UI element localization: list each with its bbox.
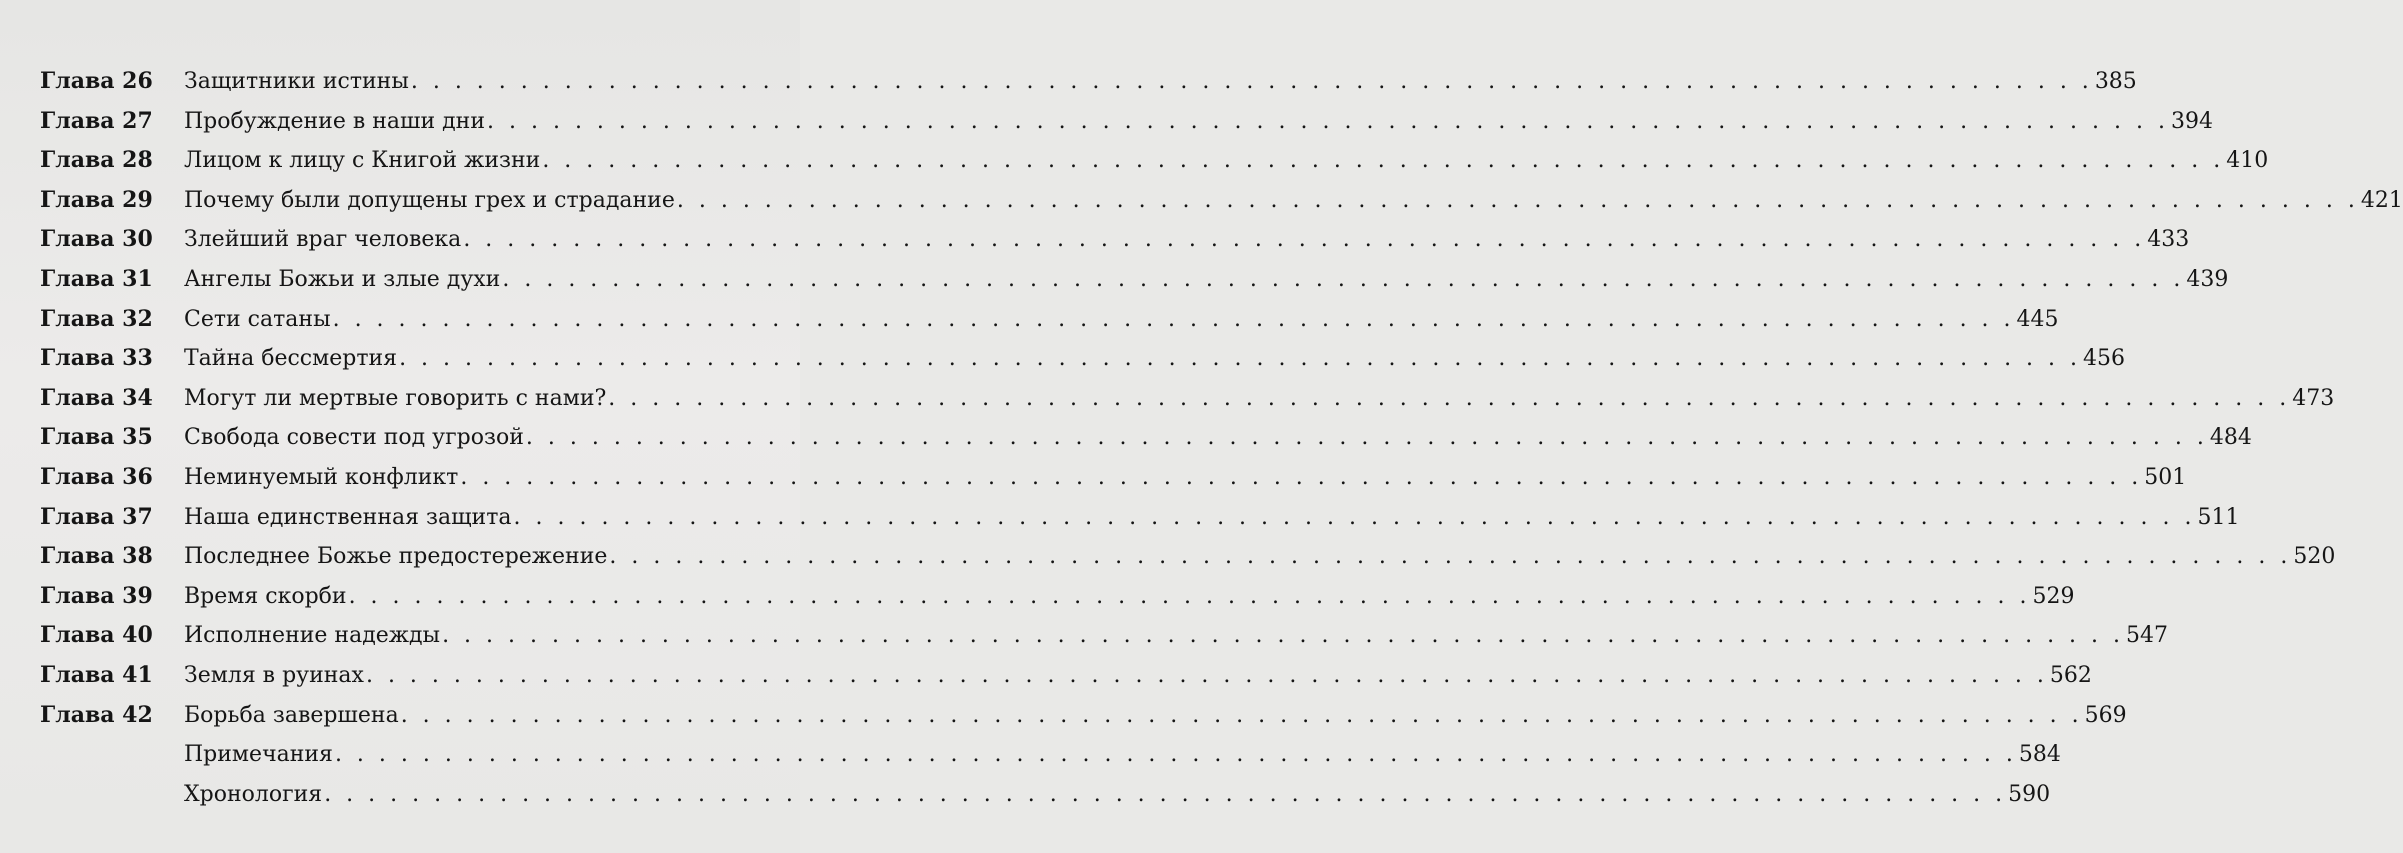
page-number: 520 xyxy=(2293,544,2336,570)
chapter-title: Исполнение надежды xyxy=(184,623,441,649)
toc-row xyxy=(40,696,2127,736)
chapter-label: Глава 39 xyxy=(40,582,153,609)
dot-leader xyxy=(609,537,2291,577)
chapter-label: Глава 42 xyxy=(40,701,153,728)
toc-row xyxy=(40,656,2092,696)
page-number: 394 xyxy=(2170,108,2213,134)
page-number: 439 xyxy=(2186,266,2229,292)
toc-row xyxy=(40,577,2075,617)
page-number: 511 xyxy=(2197,504,2240,530)
page-number: 385 xyxy=(2094,69,2137,94)
toc-row xyxy=(40,260,2229,300)
chapter-title: Тайна бессмертия xyxy=(184,346,398,372)
chapter-title: Пробуждение в наши дни xyxy=(184,108,485,134)
chapter-label: Глава 32 xyxy=(40,305,153,332)
table-of-contents xyxy=(40,62,2403,814)
page-number: 410 xyxy=(2226,148,2269,174)
chapter-label: Глава 31 xyxy=(40,265,153,292)
toc-row xyxy=(40,181,2403,221)
dot-leader xyxy=(335,735,2017,775)
dot-leader xyxy=(514,498,2196,538)
chapter-title: Лицом к лицу с Книгой жизни xyxy=(184,148,541,174)
chapter-label: Глава 34 xyxy=(40,384,153,411)
toc-row xyxy=(40,498,2240,538)
chapter-title: Наша единственная защита xyxy=(184,504,512,530)
dot-leader xyxy=(460,458,2142,498)
page-number: 433 xyxy=(2147,227,2190,253)
chapter-title: Неминуемый конфликт xyxy=(184,464,459,490)
toc-row xyxy=(40,141,2269,181)
chapter-title: Земля в руинах xyxy=(184,662,364,688)
chapter-label: Глава 26 xyxy=(40,68,153,94)
toc-row xyxy=(40,735,2061,775)
toc-row xyxy=(40,379,2335,419)
page-number: 421 xyxy=(2360,187,2403,213)
toc-row xyxy=(40,62,2137,102)
chapter-label: Глава 35 xyxy=(40,424,153,451)
chapter-title: Почему были допущены грех и страдание xyxy=(184,187,675,213)
toc-row xyxy=(40,339,2126,379)
chapter-title: Свобода совести под угрозой xyxy=(184,425,524,451)
dot-leader xyxy=(349,577,2031,617)
toc-row xyxy=(40,458,2187,498)
chapter-title: Последнее Божье предостережение xyxy=(184,544,608,570)
chapter-label: Глава 29 xyxy=(40,186,153,213)
page-number: 547 xyxy=(2126,623,2169,649)
page-number: 584 xyxy=(2018,742,2061,768)
chapter-title: Злейший враг человека xyxy=(184,227,462,253)
dot-leader xyxy=(442,616,2124,656)
chapter-label: Глава 38 xyxy=(40,543,153,570)
toc-row xyxy=(40,775,2051,815)
dot-leader xyxy=(502,260,2184,300)
page-number: 456 xyxy=(2083,346,2126,372)
page-number: 562 xyxy=(2049,662,2092,688)
toc-row xyxy=(40,102,2213,142)
chapter-label: Глава 36 xyxy=(40,463,153,490)
chapter-label: Глава 33 xyxy=(40,345,153,372)
toc-row xyxy=(40,418,2252,458)
page-number: 445 xyxy=(2016,306,2059,332)
dot-leader xyxy=(366,656,2048,696)
chapter-label: Глава 27 xyxy=(40,107,153,134)
chapter-title: Могут ли мертвые говорить с нами? xyxy=(184,385,607,411)
chapter-label: Глава 37 xyxy=(40,503,153,530)
dot-leader xyxy=(399,339,2081,379)
chapter-title: Время скорби xyxy=(184,583,347,609)
chapter-title: Борьба завершена xyxy=(184,702,399,728)
dot-leader xyxy=(333,300,2015,340)
dot-leader xyxy=(487,102,2169,142)
toc-row xyxy=(40,300,2059,340)
page-number: 529 xyxy=(2032,583,2075,609)
dot-leader xyxy=(542,141,2224,181)
dot-leader xyxy=(608,379,2290,419)
chapter-title: Ангелы Божьи и злые духи xyxy=(184,266,501,292)
dot-leader xyxy=(526,418,2208,458)
dot-leader xyxy=(411,62,2093,102)
dot-leader xyxy=(677,181,2359,221)
dot-leader xyxy=(324,775,2006,815)
chapter-title: Примечания xyxy=(184,742,333,768)
dot-leader xyxy=(463,220,2145,260)
chapter-label: Глава 41 xyxy=(40,661,153,688)
page-number: 484 xyxy=(2209,425,2252,451)
chapter-title: Хронология xyxy=(184,781,323,807)
toc-row xyxy=(40,616,2169,656)
chapter-label: Глава 28 xyxy=(40,147,153,174)
dot-leader xyxy=(401,696,2083,736)
toc-row xyxy=(40,220,2190,260)
page-number: 590 xyxy=(2008,781,2051,807)
chapter-title: Сети сатаны xyxy=(184,306,331,332)
chapter-label: Глава 30 xyxy=(40,226,153,253)
page-number: 501 xyxy=(2144,464,2187,490)
chapter-title: Защитники истины xyxy=(184,69,409,94)
page-number: 473 xyxy=(2292,385,2335,411)
page-number: 569 xyxy=(2084,702,2127,728)
chapter-label: Глава 40 xyxy=(40,622,153,649)
toc-row xyxy=(40,537,2336,577)
